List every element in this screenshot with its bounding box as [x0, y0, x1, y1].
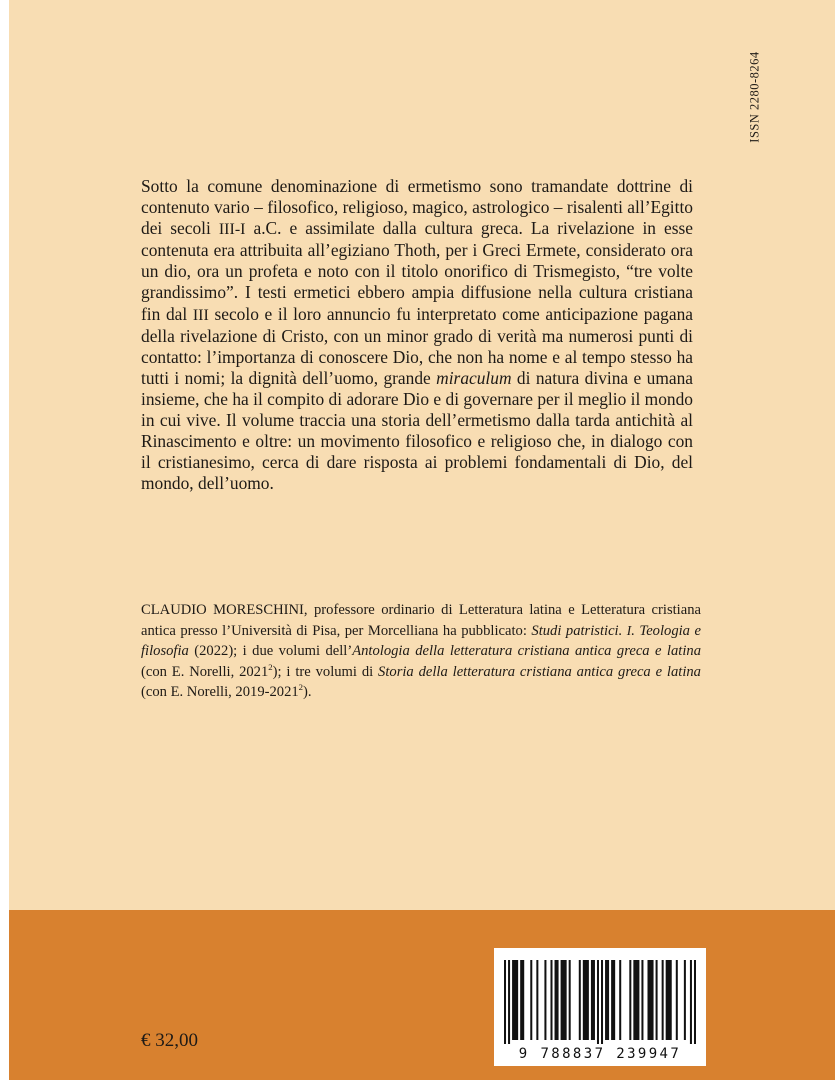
edition-superscript-2: 2	[298, 682, 304, 693]
barcode-bar	[508, 960, 510, 1044]
barcode-bar	[611, 960, 615, 1040]
blurb-italic-term: miraculum	[436, 367, 512, 388]
blurb-text	[141, 176, 693, 494]
edition-superscript-1: 2	[268, 661, 273, 672]
barcode-bar	[656, 960, 658, 1040]
barcode-bar	[583, 960, 589, 1040]
barcode-bar	[601, 960, 603, 1044]
price-label: € 32,00	[141, 1030, 198, 1051]
barcode-panel	[494, 948, 706, 1066]
barcode-bar	[629, 960, 631, 1040]
barcode-bar	[605, 960, 609, 1040]
issn-label: ISSN 2280-8264	[747, 51, 762, 143]
bio-text-4: ); i tre volumi di	[272, 663, 379, 680]
bottom-color-band	[9, 910, 835, 1080]
barcode-bar	[530, 960, 532, 1040]
bio-text-5: (con E. Norelli, 2019-2021	[141, 684, 299, 700]
author-name: CLAUDIO MORESCHINI	[141, 602, 304, 618]
bio-text-1: , professore ordinario di Letteratura latina e Letteratura cristiana antica presso l’Università di Pisa, per Morcelliana ha pubblicato:	[141, 602, 701, 639]
barcode-bar	[569, 960, 571, 1040]
barcode-bar	[544, 960, 546, 1040]
blurb-century: III	[192, 306, 209, 324]
page-edge	[0, 0, 9, 1080]
bio-text-6: ).	[303, 684, 312, 700]
barcode-bar	[591, 960, 595, 1040]
barcode-bar	[633, 960, 639, 1040]
barcode-bar	[666, 960, 672, 1040]
barcode-bar	[520, 960, 524, 1040]
blurb-century-range: III-I	[218, 221, 246, 239]
barcode-bar	[579, 960, 581, 1040]
barcode-bar	[536, 960, 538, 1040]
barcode-bar	[662, 960, 664, 1040]
work-title-2: Antologia della letteratura cristiana antica greca e latina	[352, 643, 701, 659]
barcode-bar	[512, 960, 518, 1040]
bio-text-3: (con E. Norelli, 2021	[141, 663, 269, 680]
bio-text-2: (2022); i due volumi dell’	[188, 643, 353, 659]
blurb-part-4: di natura divina e umana insieme, che ha il compito di adorare Dio e di governare per il meglio il mondo in cui vive. Il volume traccia una storia dell’ermetismo dalla tarda antichità al Rinascimento e oltre: un movimento filosofico e religioso che, in dialogo con il cristianesimo, cerca di dare risposta ai problemi fondamentali di Dio, del mondo, dell’uomo.	[141, 367, 693, 494]
work-title-1-main: Studi patristici.	[531, 622, 627, 639]
barcode-bar	[550, 960, 552, 1040]
barcode-bar	[504, 960, 506, 1044]
work-title-1-volume: I	[626, 622, 632, 638]
barcode-bar	[619, 960, 621, 1040]
blurb-part-2: a.C. e assimilate dalla cultura greca. La rivelazione in esse contenuta era attribuita all’egiziano Thoth, per i Greci Ermete, considerato ora un dio, ora un profeta e noto con il titolo onorifico di Trismegisto, “tre volte grandissimo”. I testi ermetici ebbero ampia diffusione nella cultura cristiana fin dal	[141, 218, 693, 324]
work-title-1-sub: . Teologia e filosofia	[141, 622, 701, 659]
barcode-bar	[647, 960, 653, 1040]
barcode-bar	[561, 960, 567, 1040]
barcode-bar	[676, 960, 678, 1040]
barcode-bar	[694, 960, 696, 1044]
author-bio	[141, 600, 701, 703]
barcode-bar	[684, 960, 686, 1040]
barcode-icon	[504, 960, 696, 1044]
blurb-part-1: Sotto la comune denominazione di ermetismo sono tramandate dottrine di contenuto vario – filosofico, religioso, magico, astrologico – risalenti all’Egitto dei secoli	[141, 176, 693, 239]
isbn-number: 9 788837 239947	[518, 1046, 682, 1062]
barcode-bar	[690, 960, 692, 1044]
barcode-bar	[641, 960, 643, 1040]
barcode-bar	[555, 960, 559, 1040]
blurb-part-3: secolo e il loro annuncio fu interpretato come anticipazione pagana della rivelazione di Cristo, con un minor grado di verità ma numerosi punti di contatto: l’importanza di conoscere Dio, che non ha nome e al tempo stesso ha tutti i nomi; la dignità dell’uomo, grande	[141, 303, 693, 388]
work-title-3: Storia della letteratura cristiana antica greca e latina	[378, 663, 701, 680]
barcode-bar	[597, 960, 599, 1044]
